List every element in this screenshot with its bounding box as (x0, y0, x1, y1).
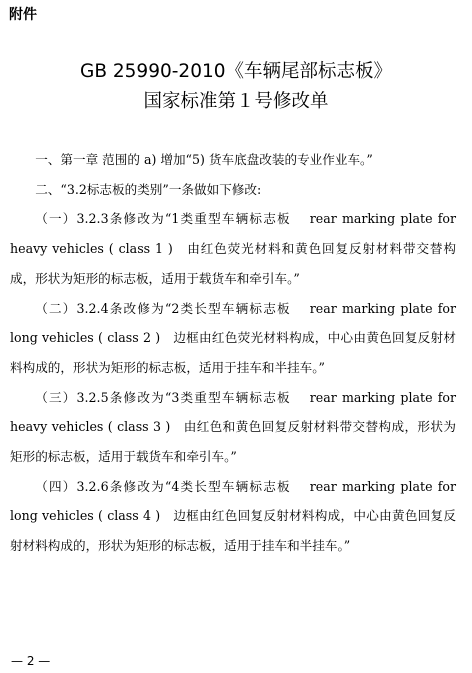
body-paragraph-item-1: （一）3.2.3条修改为“1类重型车辆标志板 rear marking plate for heavy vehicles ( class 1 ) 由红色荧光材料和黄色回复反射材料带交替构成，形状为矩形的标志板，适用于载货车和牵引车。” (10, 211, 456, 286)
body-paragraph-classification: 二、“3.2标志板的类别”一条做如下修改: (35, 181, 262, 197)
attachment-label: 附件 (9, 7, 37, 23)
body-paragraph-scope: 一、第一章 范围的 a) 增加“5) 货车底盘改装的专业作业车。” (35, 152, 373, 167)
body-paragraph-item-3: （三）3.2.5条修改为“3类重型车辆标志板 rear marking plate for heavy vehicles ( class 3 ) 由红色和黄色回复反射材料带交替构成，形状为矩形的标志板，适用于载货车和牵引车。” (10, 389, 456, 465)
document-title-line-1: GB 25990-2010《车辆尾部标志板》 (79, 61, 393, 82)
body-paragraph-item-4: （四）3.2.6条修改为“4类长型车辆标志板 rear marking plate for long vehicles ( class 4 ) 边框由红色回复反射材料构成，中心由黄色回复反射材料构成的，形状为矩形的标志板，适用于挂车和半挂车。” (10, 478, 456, 554)
document-body (10, 145, 456, 561)
body-paragraph-item-2: （二）3.2.4条改修为“2类长型车辆标志板 rear marking plate for long vehicles ( class 2 ) 边框由红色荧光材料构成，中心由黄色回复反射材料构成的，形状为矩形的标志板，适用于挂车和半挂车。” (10, 300, 456, 375)
page-number: — 2 — (11, 654, 51, 668)
document-title-line-2: 国家标准第１号修改单 (143, 91, 329, 112)
